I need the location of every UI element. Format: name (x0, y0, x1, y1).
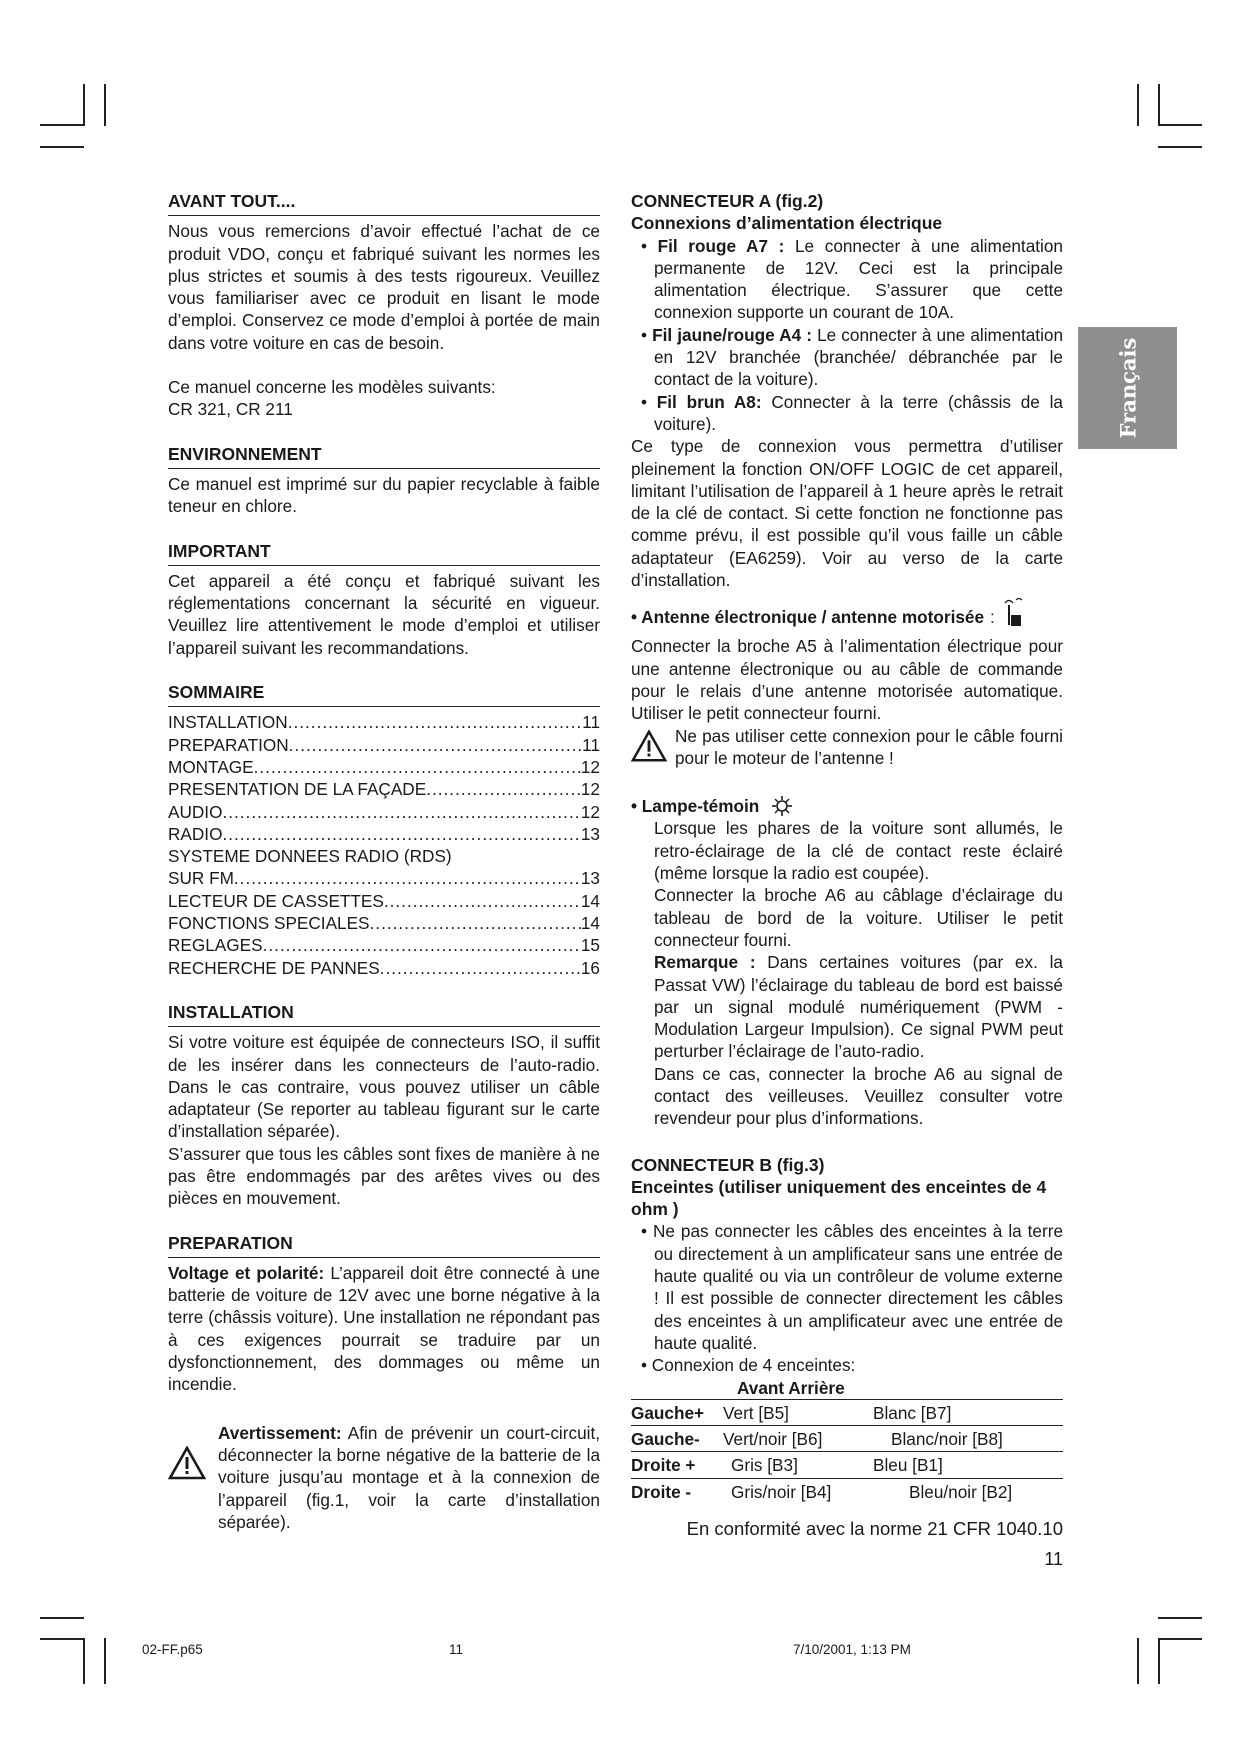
installation-paragraph-1: Si votre voiture est équipée de connecteurs ISO, il suffit de les insérer dans les connecteurs de l’auto-radio. Dans le cas contraire, vous pouvez utiliser un câble adaptateur (Se reporter au tableau figurant sur le carte d’installation séparée). (168, 1032, 600, 1142)
table-row: Gauche- Vert/noir [B6] Blanc/noir [B8] (631, 1426, 1063, 1452)
crop-mark (1158, 1617, 1202, 1619)
important-paragraph: Cet appareil a été conçu et fabriqué suivant les réglementations concernant la sécurité en vigueur. Veuillez lire attentivement le mode d’emploi et utiliser l’appareil suivant les recommandations. (168, 570, 600, 658)
section-title-avant: AVANT TOUT.... (168, 190, 600, 216)
models-list: CR 321, CR 211 (168, 399, 293, 420)
crop-mark (1158, 1638, 1160, 1684)
section-title-preparation: PREPARATION (168, 1232, 600, 1258)
bullet-item: • Fil brun A8: Connecter à la terre (châssis de la voiture). (641, 391, 1063, 434)
footer-date: 7/10/2001, 1:13 PM (793, 1642, 911, 1657)
language-tab (1078, 327, 1177, 449)
models-intro: Ce manuel concerne les modèles suivants: (168, 377, 496, 398)
section-title-sommaire: SOMMAIRE (168, 681, 600, 707)
toc-entry: REGLAGES ..... 15 (168, 934, 600, 956)
toc-entry: MONTAGE ..... 12 (168, 756, 600, 778)
toc-entry: PRESENTATION DE LA FAÇADE ..... 12 (168, 778, 600, 800)
antenne-heading: • Antenne électronique / antenne motorisée : (631, 605, 1063, 629)
crop-mark (83, 84, 85, 126)
bullet-item: • Connexion de 4 enceintes: (641, 1355, 856, 1376)
toc-entry: FONCTIONS SPECIALES ..... 14 (168, 912, 600, 934)
toc-entry: INSTALLATION ..... 11 (168, 711, 600, 733)
warning-triangle-icon (168, 1446, 206, 1480)
crop-mark (104, 84, 106, 126)
crop-mark (40, 146, 84, 148)
toc-entry: LECTEUR DE CASSETTES ..... 14 (168, 890, 600, 912)
connector-a-subtitle: Connexions d’alimentation électrique (631, 213, 943, 234)
antenne-paragraph: Connecter la broche A5 à l’alimentation électrique pour une antenne électronique ou au câble de commande pour le relais d’une antenne motorisée automatique. Utiliser le petit connecteur fourni. (631, 636, 1063, 724)
right-column (631, 190, 1063, 1571)
antenne-warning (631, 725, 1063, 770)
section-title-environnement: ENVIRONNEMENT (168, 443, 600, 469)
antenne-warning-text: Ne pas utiliser cette connexion pour le câble fourni pour le moteur de l’antenne ! (675, 725, 1063, 768)
bullet-item: • Ne pas connecter les câbles des enceintes à la terre ou directement à un amplificateur sans une entrée de haute qualité ou via un contrôleur de volume externe ! Il est possible de connecter directement les câbles des enceintes à un amplificateur avec une entrée de haute qualité. (641, 1221, 1064, 1353)
table-row: Droite + Gris [B3] Bleu [B1] (631, 1452, 1063, 1478)
footer-page: 11 (449, 1642, 464, 1657)
toc-entry: RADIO ..... 13 (168, 823, 600, 845)
antenna-icon (1001, 597, 1027, 629)
light-icon (771, 795, 793, 817)
lampe-paragraph-1: Lorsque les phares de la voiture sont allumés, le retro-éclairage de la clé de contact reste éclairé (même lorsque la radio est coupée). (654, 818, 1063, 884)
toc-entry: RECHERCHE DE PANNES ..... 16 (168, 957, 600, 979)
warning-block (168, 1422, 600, 1533)
installation-paragraph-2: S’assurer que tous les câbles sont fixes de manière à ne pas être endommagés par des arêtes vives ou des pièces en mouvement. (168, 1143, 600, 1209)
speaker-table (631, 1399, 1063, 1504)
bullet-item: • Fil jaune/rouge A4 : Le connecter à une alimentation en 12V branchée (branchée/ débranchée par le contact de la voiture). (641, 324, 1064, 390)
crop-mark (40, 124, 84, 126)
table-of-contents (168, 711, 600, 979)
left-column (168, 190, 600, 1533)
speaker-table-header: Avant Arrière (737, 1377, 845, 1398)
crop-mark (1137, 84, 1139, 126)
connector-a-title: CONNECTEUR A (fig.2) (631, 191, 824, 211)
conformity-note: En conformité avec la norme 21 CFR 1040.10 (686, 1518, 1063, 1540)
lampe-paragraph-3: Dans ce cas, connecter la broche A6 au signal de contact des veilleuses. Veuillez consulter votre revendeur pour plus d’informations. (654, 1063, 1063, 1129)
language-tab-label: Français (1115, 337, 1140, 439)
crop-mark (1158, 146, 1202, 148)
lampe-heading: • Lampe-témoin (631, 795, 1063, 817)
crop-mark (1158, 1638, 1202, 1640)
toc-entry: PREPARATION ..... 11 (168, 734, 600, 756)
environnement-paragraph: Ce manuel est imprimé sur du papier recyclable à faible teneur en chlore. (168, 473, 600, 517)
toc-entry: SYSTEME DONNEES RADIO (RDS) (168, 846, 452, 867)
lampe-paragraph-2: Connecter la broche A6 au câblage d’éclairage du tableau de bord de la voiture. Utiliser le petit connecteur fourni. (654, 885, 1063, 950)
on-off-logic-paragraph: Ce type de connexion vous permettra d’utiliser pleinement la fonction ON/OFF LOGIC de cet appareil, limitant l’utilisation de l’appareil à 1 heure après le retrait de la clé de contact. Si cette fonction ne fonctionne pas comme prévu, il est possible qu’il vous faille un câble adaptateur (EA6259). Voir au verso de la carte d’installation. (631, 436, 1063, 591)
toc-entry: AUDIO ..... 12 (168, 801, 600, 823)
page-number: 11 (1044, 1549, 1063, 1570)
crop-mark (1158, 84, 1160, 126)
connector-b-title: CONNECTEUR B (fig.3) (631, 1154, 825, 1175)
preparation-paragraph: Voltage et polarité: L’appareil doit être connecté à une batterie de voiture de 12V avec une borne négative à la terre (châssis voiture). Une installation ne répondant pas à ces exigences pourrait se traduire par un dysfonctionnement, des dommages ou même un incendie. (168, 1262, 600, 1395)
crop-mark (83, 1638, 85, 1684)
crop-mark (40, 1638, 84, 1640)
warning-triangle-icon (631, 729, 667, 763)
footer-file: 02-FF.p65 (142, 1642, 203, 1657)
lampe-remark: Remarque : Dans certaines voitures (par ex. la Passat VW) l’éclairage du tableau de bord est baissé par un signal modulé numériquement (PWM - Modulation Largeur Impulsion). Ce signal PWM peut perturber l’éclairage de l’auto-radio. (654, 952, 1063, 1062)
warning-paragraph: Avertissement: Afin de prévenir un court-circuit, déconnecter la borne négative de la batterie de la voiture jusqu’au montage et à la connexion de l’appareil (fig.1, voir la carte d’installation séparée). (218, 1422, 600, 1532)
crop-mark (1137, 1638, 1139, 1684)
table-row: Droite - Gris/noir [B4] Bleu/noir [B2] (631, 1481, 1013, 1502)
avant-paragraph: Nous vous remercions d’avoir effectué l’achat de ce produit VDO, conçu et fabriqué suivant les normes les plus strictes et soumis à des tests rigoureux. Veuillez vous familiariser avec ce produit en lisant le mode d’emploi. Conservez ce mode d’emploi à portée de main dans votre voiture en cas de besoin. (168, 221, 600, 353)
table-row: Gauche+ Vert [B5] Blanc [B7] (631, 1399, 1063, 1425)
crop-mark (1158, 124, 1202, 126)
bullet-item: • Fil rouge A7 : Le connecter à une alimentation permanente de 12V. Ceci est la principale alimentation électrique. S’assurer que cette connexion supporte un courant de 10A. (641, 235, 1063, 323)
section-title-important: IMPORTANT (168, 540, 600, 566)
connector-b-subtitle: Enceintes (utiliser uniquement des enceintes de 4 ohm ) (631, 1176, 1047, 1220)
crop-mark (104, 1638, 106, 1684)
section-title-installation: INSTALLATION (168, 1001, 600, 1027)
crop-mark (40, 1617, 84, 1619)
toc-entry: SUR FM ..... 13 (168, 867, 600, 889)
